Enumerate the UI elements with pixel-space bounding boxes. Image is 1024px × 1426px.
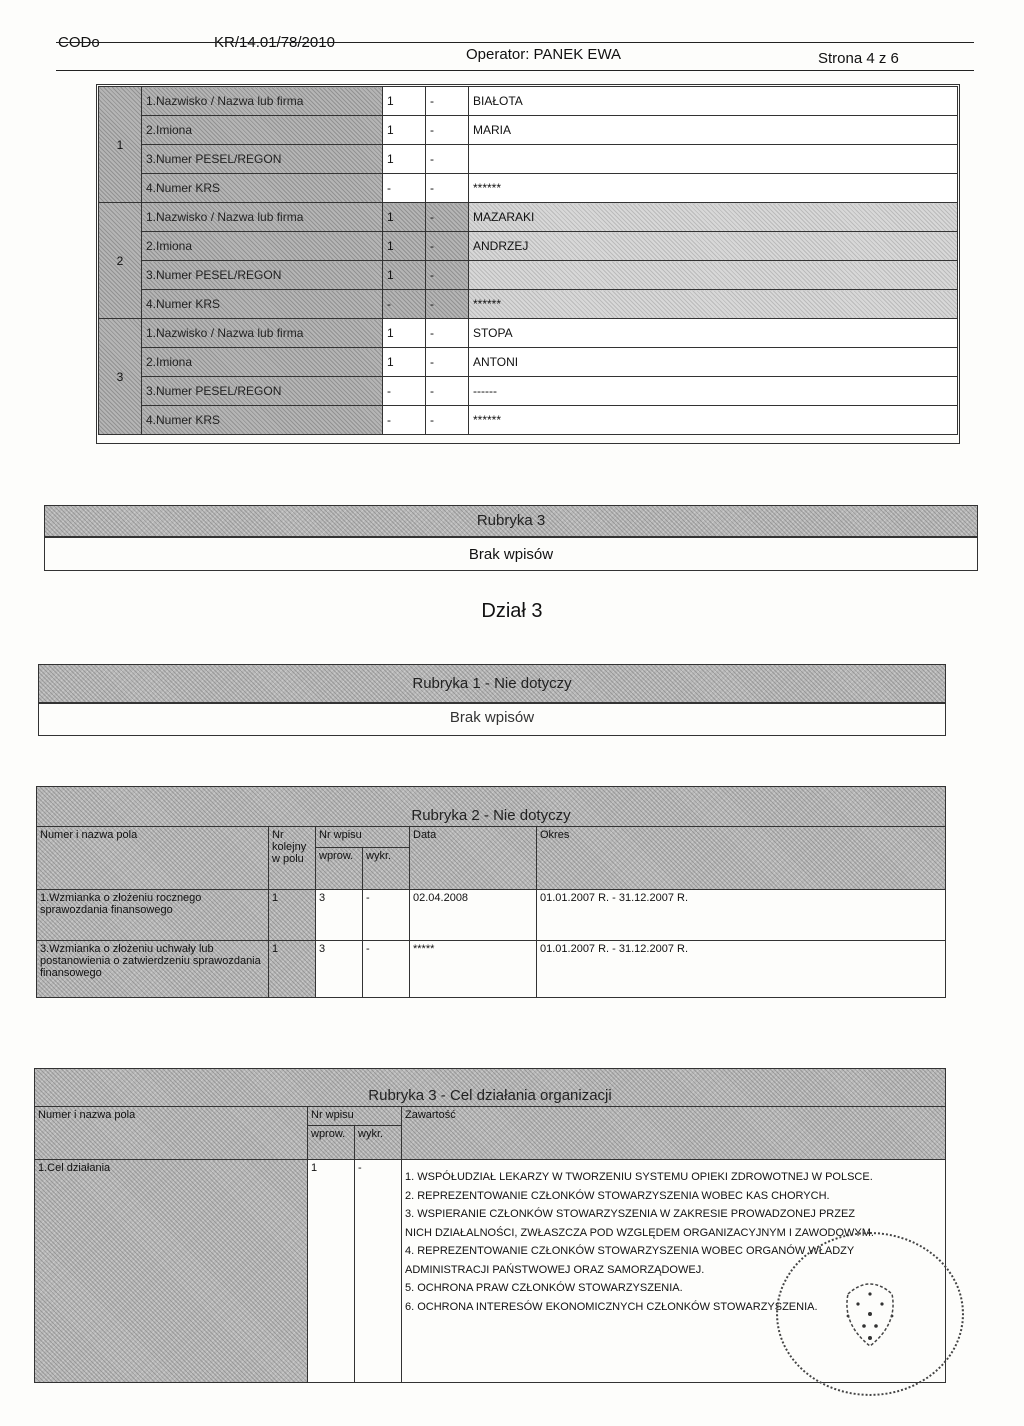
d3r2-row1-order: 1 [269, 890, 316, 941]
person-flag-a: 1 [383, 116, 426, 145]
d3r1-bar [38, 664, 946, 704]
person-row [99, 203, 958, 232]
person-flag-b: - [426, 261, 469, 290]
d3r2-row2-order: 1 [269, 941, 316, 998]
person-flag-b: - [426, 174, 469, 203]
header-rule [56, 42, 974, 43]
person-flag-b: - [426, 87, 469, 116]
d3r3-h-wprow: wprow. [308, 1126, 355, 1160]
person-flag-a: - [383, 406, 426, 435]
d3r1-empty: Brak wpisów [449, 709, 535, 726]
d3r2-h-order: Nr kolejny w polu [269, 827, 316, 890]
person-flag-b: - [426, 319, 469, 348]
table-row [37, 941, 946, 998]
person-row [99, 348, 958, 377]
person-row [99, 290, 958, 319]
person-field-value: ****** [469, 174, 958, 203]
d3r2-row2-field: 3.Wzmianka o złożeniu uchwały lub postanowienia o zatwierdzeniu sprawozdania finansowego [37, 941, 269, 998]
d3r3-row-wykr: - [355, 1160, 402, 1383]
person-flag-b: - [426, 348, 469, 377]
person-field-value: MAZARAKI [469, 203, 958, 232]
person-field-value: BIAŁOTA [469, 87, 958, 116]
d3r3-row-wprow: 1 [308, 1160, 355, 1383]
person-field-label: 2.Imiona [142, 232, 383, 261]
person-flag-b: - [426, 145, 469, 174]
person-field-value: ------ [469, 377, 958, 406]
rubryka3-body [44, 537, 978, 571]
person-field-value [469, 145, 958, 174]
d3r3-bar [34, 1068, 946, 1108]
person-flag-b: - [426, 203, 469, 232]
person-number: 1 [99, 87, 142, 203]
goal-item: 6. OCHRONA INTERESÓW EKONOMICZNYCH CZŁONKÓW STOWARZYSZENIA. [405, 1300, 818, 1313]
header-number: KR/14.01/78/2010 [214, 34, 335, 51]
d3r2-h-wprow: wprow. [316, 848, 363, 890]
d3r2-row2-wykr: - [363, 941, 410, 998]
person-flag-b: - [426, 377, 469, 406]
person-field-value: ****** [469, 406, 958, 435]
d3r2-row2-period: 01.01.2007 R. - 31.12.2007 R. [537, 941, 946, 998]
person-row [99, 145, 958, 174]
d3r3-row-field: 1.Cel działania [35, 1160, 308, 1383]
person-row [99, 377, 958, 406]
person-flag-b: - [426, 406, 469, 435]
d3r3-h-wykr: wykr. [355, 1126, 402, 1160]
d3r2-h-entry: Nr wpisu [316, 827, 410, 848]
person-flag-b: - [426, 290, 469, 319]
person-flag-b: - [426, 116, 469, 145]
person-field-value [469, 261, 958, 290]
persons-table [98, 86, 958, 435]
person-flag-a: 1 [383, 261, 426, 290]
d3r3-h-content: Zawartość [402, 1107, 946, 1160]
d3r2-row1-wykr: - [363, 890, 410, 941]
header-page: Strona 4 z 6 [818, 50, 899, 67]
person-row [99, 174, 958, 203]
person-row [99, 87, 958, 116]
person-flag-a: - [383, 290, 426, 319]
person-row [99, 116, 958, 145]
person-number: 2 [99, 203, 142, 319]
d3r2-h-period: Okres [537, 827, 946, 890]
person-field-value: MARIA [469, 116, 958, 145]
person-field-label: 4.Numer KRS [142, 174, 383, 203]
person-field-label: 1.Nazwisko / Nazwa lub firma [142, 87, 383, 116]
person-flag-a: 1 [383, 145, 426, 174]
d3r1-title: Rubryka 1 - Nie dotyczy [412, 675, 572, 692]
d3r2-title: Rubryka 2 - Nie dotyczy [411, 807, 571, 824]
person-field-label: 1.Nazwisko / Nazwa lub firma [142, 203, 383, 232]
goal-item: NICH DZIAŁALNOŚCI, ZWŁASZCZA POD WZGLĘDEM ORGANIZACYJNYM I ZAWODOWYM. [405, 1226, 874, 1239]
d3r2-row1-date: 02.04.2008 [410, 890, 537, 941]
person-flag-a: 1 [383, 319, 426, 348]
person-field-label: 3.Numer PESEL/REGON [142, 261, 383, 290]
dzial3-title: Dział 3 [481, 600, 543, 622]
court-seal-stamp [776, 1232, 964, 1396]
header-rule-bottom [56, 70, 974, 71]
person-field-value: STOPA [469, 319, 958, 348]
goal-item: 1. WSPÓŁUDZIAŁ LEKARZY W TWORZENIU SYSTEMU OPIEKI ZDROWOTNEJ W POLSCE. [405, 1171, 873, 1183]
d3r1-body [38, 702, 946, 736]
goal-item: 3. WSPIERANIE CZŁONKÓW STOWARZYSZENIA W ZAKRESIE PROWADZONEJ PRZEZ [405, 1208, 856, 1220]
person-field-value: ANDRZEJ [469, 232, 958, 261]
person-field-label: 4.Numer KRS [142, 406, 383, 435]
header-operator: Operator: PANEK EWA [466, 46, 622, 63]
person-row [99, 406, 958, 435]
person-field-label: 1.Nazwisko / Nazwa lub firma [142, 319, 383, 348]
d3r3-h-entry: Nr wpisu [308, 1107, 402, 1126]
person-row [99, 319, 958, 348]
d3r2-row2-date: ***** [410, 941, 537, 998]
person-flag-a: 1 [383, 348, 426, 377]
person-flag-a: - [383, 174, 426, 203]
d3r3-h-field: Numer i nazwa pola [35, 1107, 308, 1160]
person-row [99, 261, 958, 290]
goal-item: 4. REPREZENTOWANIE CZŁONKÓW STOWARZYSZENIA WOBEC ORGANÓW WŁADZY [405, 1245, 855, 1257]
d3r2-row1-period: 01.01.2007 R. - 31.12.2007 R. [537, 890, 946, 941]
rubryka3-title: Rubryka 3 [476, 512, 546, 529]
d3r2-h-field: Numer i nazwa pola [37, 827, 269, 890]
goal-item: 2. REPREZENTOWANIE CZŁONKÓW STOWARZYSZENIA WOBEC KAS CHORYCH. [405, 1189, 830, 1202]
goal-item: 5. OCHRONA PRAW CZŁONKÓW STOWARZYSZENIA. [405, 1282, 683, 1294]
person-field-label: 3.Numer PESEL/REGON [142, 145, 383, 174]
d3r2-row1-wprow: 3 [316, 890, 363, 941]
seal-eagle-icon [778, 1234, 962, 1394]
person-number: 3 [99, 319, 142, 435]
person-flag-a: 1 [383, 203, 426, 232]
d3r2-row2-wprow: 3 [316, 941, 363, 998]
person-field-label: 2.Imiona [142, 348, 383, 377]
person-flag-a: 1 [383, 232, 426, 261]
d3r2-h-date: Data [410, 827, 537, 890]
d3r2-h-wykr: wykr. [363, 848, 410, 890]
person-field-value: ANTONI [469, 348, 958, 377]
d3r2-row1-field: 1.Wzmianka o złożeniu rocznego sprawozdania finansowego [37, 890, 269, 941]
person-field-label: 4.Numer KRS [142, 290, 383, 319]
table-row [37, 890, 946, 941]
person-field-label: 2.Imiona [142, 116, 383, 145]
rubryka3-empty: Brak wpisów [468, 546, 554, 563]
header-code: CODo [58, 34, 100, 51]
rubryka3-bar [44, 505, 978, 537]
person-flag-a: - [383, 377, 426, 406]
d3r2-bar [36, 786, 946, 828]
person-flag-a: 1 [383, 87, 426, 116]
d3r2-table [36, 826, 946, 998]
d3r3-title: Rubryka 3 - Cel działania organizacji [368, 1087, 612, 1104]
person-field-value: ****** [469, 290, 958, 319]
person-row [99, 232, 958, 261]
person-field-label: 3.Numer PESEL/REGON [142, 377, 383, 406]
goal-item: ADMINISTRACJI PAŃSTWOWEJ ORAZ SAMORZĄDOWEJ. [405, 1263, 705, 1276]
person-flag-b: - [426, 232, 469, 261]
